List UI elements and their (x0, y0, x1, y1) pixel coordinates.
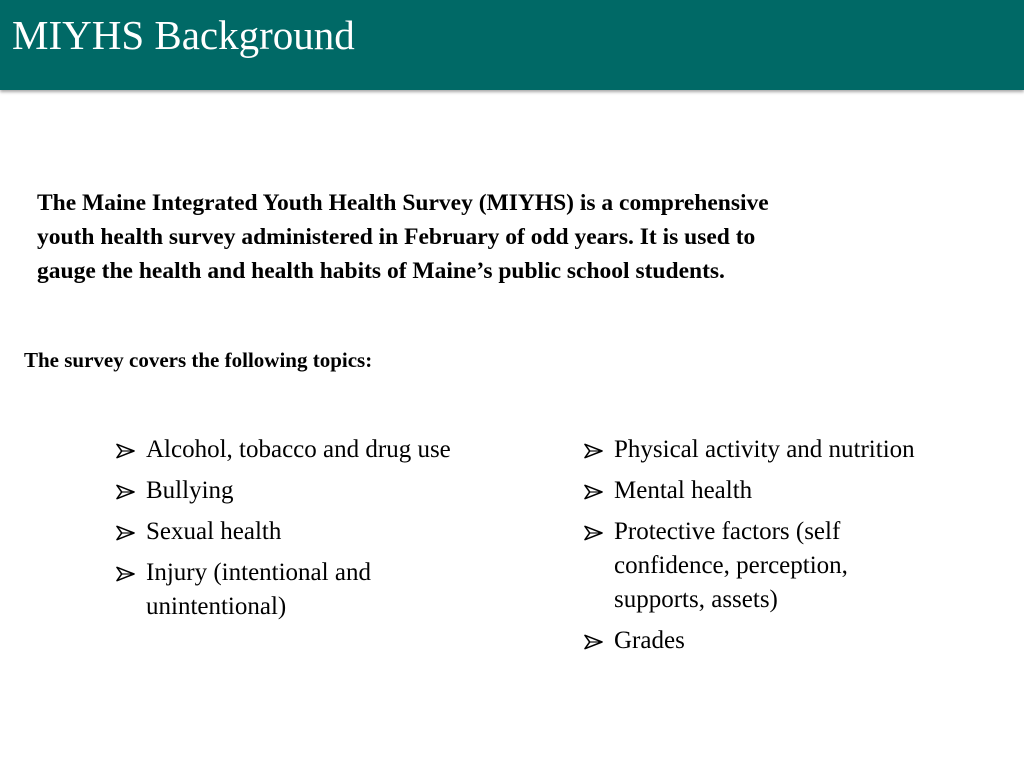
list-item-text: Injury (intentional and (146, 559, 371, 586)
header-bar (0, 0, 1024, 90)
list-item (584, 474, 979, 508)
list-item (584, 433, 979, 467)
intro-line: youth health survey administered in February of odd years. It is used to (37, 224, 756, 250)
list-item (116, 556, 511, 624)
topics-list-right (584, 433, 979, 665)
list-item-text: confidence, perception, (614, 552, 848, 579)
slide-title: MIYHS Background (12, 12, 355, 58)
arrow-bullet-icon (116, 484, 135, 500)
list-item-text: Physical activity and nutrition (614, 436, 915, 463)
intro-line: The Maine Integrated Youth Health Survey (MIYHS) is a comprehensive (37, 190, 769, 216)
intro-line: gauge the health and health habits of Maine’s public school students. (37, 258, 725, 284)
intro-paragraph (37, 186, 937, 288)
list-item (116, 474, 511, 508)
topics-list-left (116, 433, 511, 631)
arrow-bullet-icon (584, 484, 603, 500)
list-item-text: Sexual health (146, 518, 282, 545)
list-item (584, 515, 979, 617)
list-item-text: Protective factors (self (614, 518, 841, 545)
arrow-bullet-icon (584, 443, 603, 459)
list-item-text: Mental health (614, 477, 753, 504)
list-item (116, 515, 511, 549)
arrow-bullet-icon (116, 525, 135, 541)
list-item (584, 624, 979, 658)
list-item-text: supports, assets) (614, 586, 778, 613)
list-item-text: Grades (614, 627, 685, 654)
list-item (116, 433, 511, 467)
list-item-text: Alcohol, tobacco and drug use (146, 436, 451, 463)
topics-heading: The survey covers the following topics: (24, 348, 373, 372)
arrow-bullet-icon (584, 525, 603, 541)
list-item-text: unintentional) (146, 593, 287, 620)
arrow-bullet-icon (116, 566, 135, 582)
arrow-bullet-icon (584, 634, 603, 650)
list-item-text: Bullying (146, 477, 234, 504)
arrow-bullet-icon (116, 443, 135, 459)
